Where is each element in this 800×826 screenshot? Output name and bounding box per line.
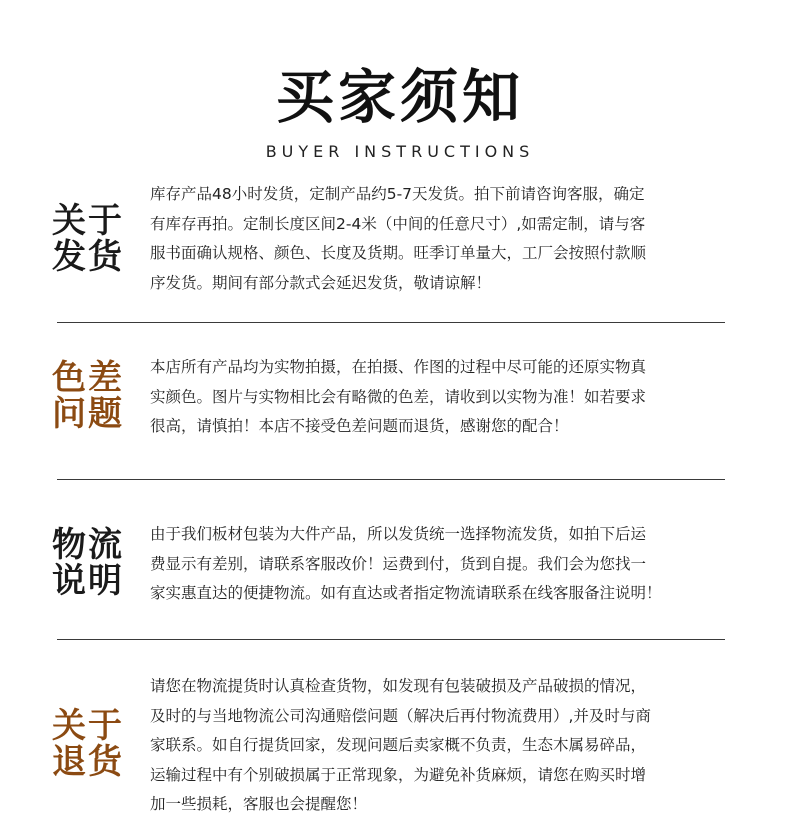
text-line: 费显示有差别，请联系客服改价！运费到付，货到自提。我们会为您找一 (150, 554, 647, 573)
section-label-line: 发货 (52, 237, 124, 277)
section-text-color-difference (150, 353, 730, 442)
text-line: 库存产品48小时发货，定制产品约5-7天发货。拍下前请咨询客服，确定 (150, 185, 645, 203)
section-label-line: 关于 (52, 201, 124, 241)
section-divider (57, 639, 725, 640)
section-label-logistics (52, 527, 132, 599)
text-line: 实颜色。图片与实物相比会有略微的色差，请收到以实物为准！如若要求 (150, 387, 647, 406)
page-subtitle: BUYER INSTRUCTIONS (265, 142, 535, 161)
page-title: 买家须知 (275, 63, 524, 131)
text-line: 家联系。如自行提货回家，发现问题后卖家概不负责，生态木属易碎品， (150, 736, 647, 754)
section-label-returns (52, 708, 132, 780)
text-line: 由于我们板材包装为大件产品，所以发货统一选择物流发货，如拍下后运 (150, 525, 647, 543)
text-line: 运输过程中有个别破损属于正常现象，为避免补货麻烦，请您在购买时增 (150, 765, 647, 784)
section-label-line: 物流 (52, 525, 124, 565)
section-label-color-difference (52, 360, 132, 432)
text-line: 服书面确认规格、颜色、长度及货期。旺季订单量大，工厂会按照付款顺 (150, 244, 647, 262)
section-text-logistics (150, 520, 730, 609)
section-label-line: 色差 (52, 358, 124, 398)
text-line: 加一些损耗，客服也会提醒您！ (150, 795, 368, 813)
text-line: 家实惠直达的便捷物流。如有直达或者指定物流请联系在线客服备注说明！ (150, 584, 662, 602)
text-line: 很高，请慎拍！本店不接受色差问题而退货，感谢您的配合！ (150, 417, 569, 435)
section-divider (57, 322, 725, 323)
text-line: 请您在物流提货时认真检查货物，如发现有包装破损及产品破损的情况， (150, 677, 647, 695)
section-divider (57, 479, 725, 480)
section-label-line: 问题 (52, 394, 124, 434)
text-line: 序发货。期间有部分款式会延迟发货，敬请谅解！ (150, 273, 492, 292)
section-text-shipping (150, 180, 730, 298)
text-line: 有库存再拍。定制长度区间2-4米（中间的任意尺寸）,如需定制，请与客 (150, 214, 646, 233)
section-label-line: 说明 (52, 561, 124, 601)
section-text-returns (150, 672, 730, 820)
text-line: 及时的与当地物流公司沟通赔偿问题（解决后再付物流费用）,并及时与商 (150, 706, 651, 725)
section-label-line: 关于 (52, 706, 124, 746)
section-label-shipping (52, 203, 132, 275)
text-line: 本店所有产品均为实物拍摄，在拍摄、作图的过程中尽可能的还原实物真 (150, 358, 647, 376)
section-label-line: 退货 (52, 742, 124, 782)
